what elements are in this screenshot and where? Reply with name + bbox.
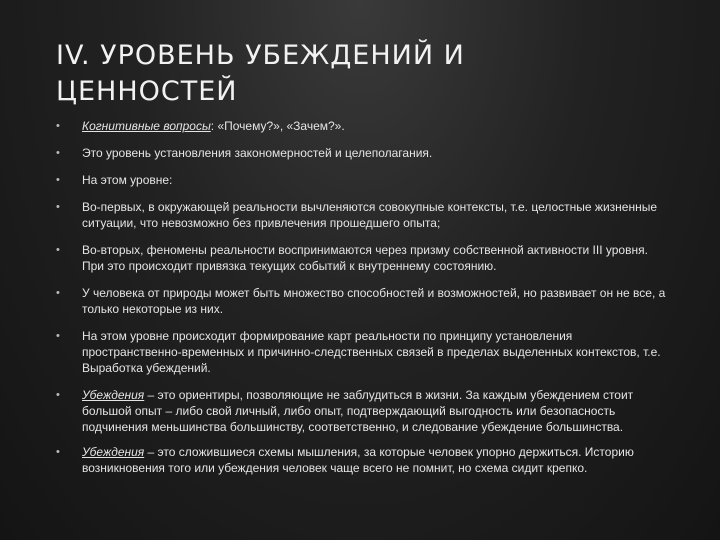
bullet-item-firstly xyxy=(56,199,666,231)
bullet-icon: • xyxy=(56,201,60,213)
bullet-item-reality-maps xyxy=(56,328,666,376)
bullet-list xyxy=(56,118,666,487)
bullet-text: Во-вторых, феномены реальности воспринимаются через призму собственной активности III уровня. При это происходит привязка текущих событий к внутреннему состоянию. xyxy=(82,243,648,273)
bullet-item-level-definition xyxy=(56,145,666,161)
bullet-icon: • xyxy=(56,120,60,132)
slide-title xyxy=(56,38,656,110)
cognitive-questions-text: : «Почему?», «Зачем?». xyxy=(210,119,345,133)
bullet-text: Во-первых, в окружающей реальности вычленяются совокупные контексты, т.е. целостные жизненные ситуации, что невозможно без привлечения прошедшего опыта; xyxy=(82,200,658,230)
beliefs-term: Убеждения xyxy=(82,388,145,402)
bullet-icon: • xyxy=(56,244,60,256)
bullet-icon: • xyxy=(56,330,60,342)
bullet-text: На этом уровне: xyxy=(82,173,173,187)
bullet-item-abilities xyxy=(56,285,666,317)
bullet-icon: • xyxy=(56,389,60,401)
bullet-text: У человека от природы может быть множество способностей и возможностей, но развивает он не все, а только некоторые из них. xyxy=(82,286,666,316)
beliefs-term: Убеждения xyxy=(82,445,145,459)
bullet-icon: • xyxy=(56,287,60,299)
slide-title-line-2: ЦЕННОСТЕЙ xyxy=(56,76,238,107)
bullet-text: На этом уровне происходит формирование карт реальности по принципу установления пространственно-временных и причинно-следственных связей в пределах выделенных контекстов, т.е. Выработка убеждений. xyxy=(82,329,661,375)
slide-title-line-1: IV. УРОВЕНЬ УБЕЖДЕНИЙ И xyxy=(56,40,465,71)
bullet-item-beliefs-schemes xyxy=(56,444,666,476)
beliefs-schemes-text: – это сложившиеся схемы мышления, за которые человек упорно держиться. Историю возникновения того или убеждения человек чаще всего не помнит, но схема сидит крепко. xyxy=(82,445,634,475)
bullet-icon: • xyxy=(56,174,60,186)
bullet-text: Это уровень установления закономерностей и целеполагания. xyxy=(82,146,433,160)
bullet-icon: • xyxy=(56,147,60,159)
bullet-item-at-this-level xyxy=(56,172,666,188)
cognitive-questions-term: Когнитивные вопросы xyxy=(82,119,211,133)
bullet-item-secondly xyxy=(56,242,666,274)
bullet-item-cognitive-questions xyxy=(56,118,666,134)
bullet-icon: • xyxy=(56,446,60,458)
bullet-item-beliefs-guides xyxy=(56,387,666,435)
beliefs-guides-text: – это ориентиры, позволяющие не заблудиться в жизни. За каждым убеждением стоит большой опыт – либо свой личный, либо опыт, подтверждающий выгодность или безопасность подчинения меньшинства большинству, соответственно, и следование убеждение большинства. xyxy=(82,388,634,434)
